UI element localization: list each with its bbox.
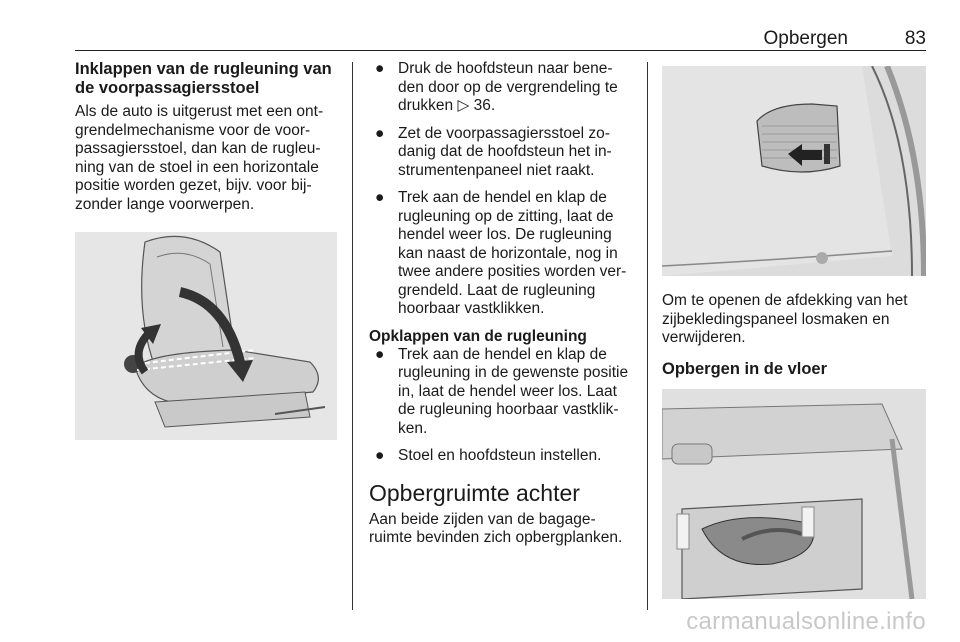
section-heading: Opbergen in de vloer	[662, 359, 828, 378]
list-item: ● Druk de hoofdsteun naar bene-den door op de vergrendeling te drukken ▷ 36.	[375, 60, 618, 114]
section-heading: Inklappen van de rugleuning van de voorpassagiersstoel	[75, 60, 332, 97]
floor-storage-diagram	[662, 389, 926, 599]
column-1	[75, 60, 337, 440]
section-title: Opbergen	[763, 28, 848, 49]
page-header	[75, 28, 926, 51]
page-number: 83	[904, 28, 926, 49]
column-divider	[647, 62, 648, 610]
list-item: ● Stoel en hoofdsteun instellen.	[375, 447, 602, 464]
list-item: ● Trek aan de hendel en klap de rugleuning op de zitting, laat de hendel weer los. De rugleuning kan naast de horizontale, nog in twee andere posities worden ver-grendeld. Laat de rugleuning hoorbaar vastklikken.	[375, 189, 627, 317]
side-panel-illustration	[662, 66, 926, 276]
subheading: Opklappen van de rugleuning	[369, 327, 587, 345]
seat-illustration	[75, 232, 337, 440]
column-2	[369, 60, 633, 548]
body-text: Om te openen de afdekking van het zijbekledingspaneel losmaken en verwijderen.	[662, 292, 908, 346]
list-item: ● Trek aan de hendel en klap de rugleuning in de gewenste positie in, laat de hendel weer los. Laat de rugleuning hoorbaar vastklik-ken.	[375, 345, 629, 437]
intro-text: Als de auto is uitgerust met een ont-grendelmechanisme voor de voor-passagiersstoel, dan kan de rugleu-ning van de stoel in een horizontale positie worden gezet, bijv. voor bij-zonder lange voorwerpen.	[75, 103, 324, 213]
instruction-list	[369, 60, 633, 319]
column-divider	[352, 62, 353, 610]
seat-diagram	[75, 232, 337, 440]
instruction-list	[369, 346, 633, 466]
column-3	[662, 66, 926, 599]
list-item: ● Zet de voorpassagiersstoel zo-danig dat de hoofdsteun het in-strumentenpaneel niet raakt.	[375, 124, 612, 179]
side-panel-diagram	[662, 66, 926, 276]
watermark: carmanualsonline.info	[686, 608, 926, 635]
body-text: Aan beide zijden van de bagage-ruimte bevinden zich opbergplanken.	[369, 510, 623, 546]
floor-storage-illustration	[662, 389, 926, 599]
section-heading: Opbergruimte achter	[369, 479, 580, 506]
